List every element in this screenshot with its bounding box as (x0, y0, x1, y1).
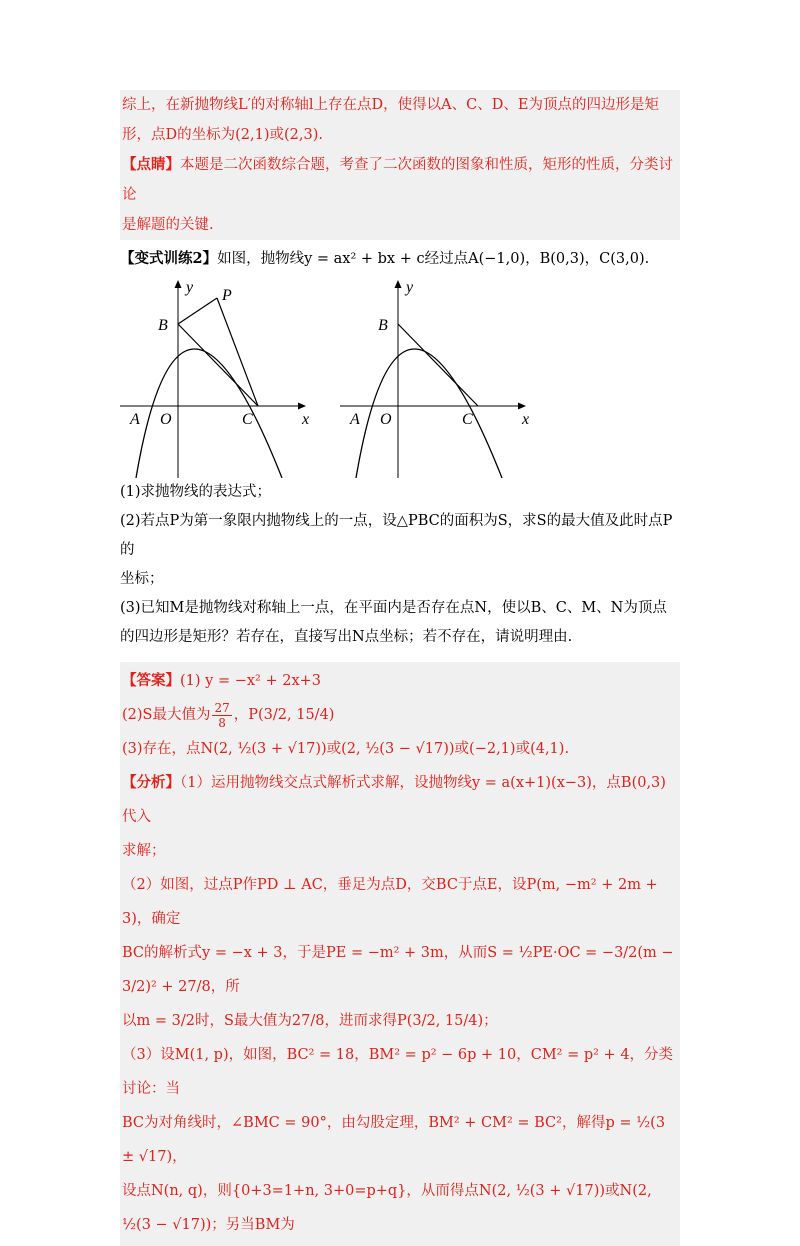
fraction-denominator: 8 (218, 715, 226, 730)
segment-BC (178, 324, 258, 406)
label-y: y (186, 280, 194, 296)
answer-block (120, 662, 680, 1246)
y-axis-arrow (175, 280, 182, 288)
label-y: y (406, 280, 414, 296)
answer-tag: 【答案】 (122, 672, 180, 689)
figure-right (340, 280, 540, 478)
figures (120, 280, 680, 478)
summary-block (120, 90, 680, 240)
label-B: B (158, 317, 168, 334)
exercise-tag: 【变式训练2】 (120, 250, 218, 267)
question-3: (3)已知M是抛物线对称轴上一点，在平面内是否存在点N，使以B、C、M、N为顶点 (120, 600, 667, 616)
label-C: C (462, 411, 473, 428)
label-O: O (380, 411, 392, 428)
label-x: x (302, 411, 310, 428)
segment-BC (398, 324, 478, 406)
comment-paragraph (122, 150, 678, 210)
segment-PC (217, 298, 258, 406)
analysis-line-6: （3）设M(1, p)，如图，BC² = 18，BM² = p² − 6p + 10，CM² = p² + 4，分类讨论：当 (122, 1047, 674, 1097)
analysis-line-3: （2）如图，过点P作PD ⊥ AC，垂足为点D，交BC于点E，设P(m, −m² + 2m + 3)，确定 (122, 877, 658, 927)
analysis-tag: 【分析】 (122, 774, 180, 791)
question-2-cont: 坐标； (120, 571, 164, 587)
answer-2-fraction (212, 701, 231, 730)
segment-BP (178, 298, 217, 324)
label-x: x (522, 411, 530, 428)
answer-2-suffix: ，P(3/2, 15/4) (233, 707, 335, 723)
answer-1-text: (1) y = −x² + 2x+3 (180, 673, 321, 689)
label-O: O (160, 411, 172, 428)
comment-tag: 【点睛】 (122, 156, 180, 173)
answer-2 (122, 698, 678, 732)
analysis-line-5: 以m = 3/2时，S最大值为27/8，进而求得P(3/2, 15/4)； (122, 1013, 498, 1029)
fraction-numerator: 27 (214, 700, 230, 715)
comment-line-1: 本题是二次函数综合题，考查了二次函数的图象和性质，矩形的性质，分类讨论 (122, 157, 673, 203)
answer-3: (3)存在，点N(2, ½(3 + √17))或(2, ½(3 − √17))或(−2,1)或(4,1). (122, 741, 570, 757)
parabola (356, 349, 502, 478)
x-axis-arrow (298, 403, 306, 410)
analysis-line-7: BC为对角线时，∠BMC = 90°，由勾股定理，BM² + CM² = BC²，解得p = ½(3 ± √17)， (122, 1115, 666, 1165)
answer-2-prefix: (2)S最大值为 (122, 707, 211, 723)
questions (120, 478, 680, 652)
figure-left (120, 280, 320, 478)
analysis-line-2: 求解； (122, 843, 166, 859)
answer-1 (122, 664, 678, 698)
summary-line-2: 形，点D的坐标为(2,1)或(2,3). (122, 127, 323, 143)
label-C: C (242, 411, 253, 428)
document-page (120, 90, 680, 1246)
label-B: B (378, 317, 388, 334)
label-A: A (350, 411, 360, 428)
analysis-line-4: BC的解析式y = −x + 3，于是PE = −m² + 3m，从而S = ½PE·OC = −3/2(m − 3/2)² + 27/8，所 (122, 945, 674, 995)
exercise-title (120, 244, 680, 274)
question-2: (2)若点P为第一象限内抛物线上的一点，设△PBC的面积为S，求S的最大值及此时点P的 (120, 513, 673, 558)
analysis-line-1-text: （1）运用抛物线交点式解析式求解，设抛物线y = a(x+1)(x−3)，点B(0,3)代入 (122, 775, 666, 825)
question-1: (1)求抛物线的表达式； (120, 484, 272, 500)
summary-line-1: 综上，在新抛物线L′的对称轴l上存在点D，使得以A、C、D、E为顶点的四边形是矩 (122, 97, 659, 113)
parabola (136, 349, 282, 478)
analysis-line-8: 设点N(n, q)，则{0+3=1+n, 3+0=p+q}，从而得点N(2, ½(3 + √17))或N(2, ½(3 − √17))；另当BM为 (122, 1183, 652, 1233)
x-axis-arrow (518, 403, 526, 410)
comment-line-2: 是解题的关键. (122, 217, 214, 233)
analysis-line-1 (122, 766, 678, 834)
exercise-text: 如图，抛物线y = ax² + bx + c经过点A(−1,0)，B(0,3)，C(3,0). (217, 251, 650, 267)
question-3-cont: 的四边形是矩形？若存在，直接写出N点坐标；若不存在，请说明理由. (120, 629, 573, 645)
y-axis-arrow (395, 280, 402, 288)
label-A: A (130, 411, 140, 428)
label-P: P (222, 287, 232, 304)
